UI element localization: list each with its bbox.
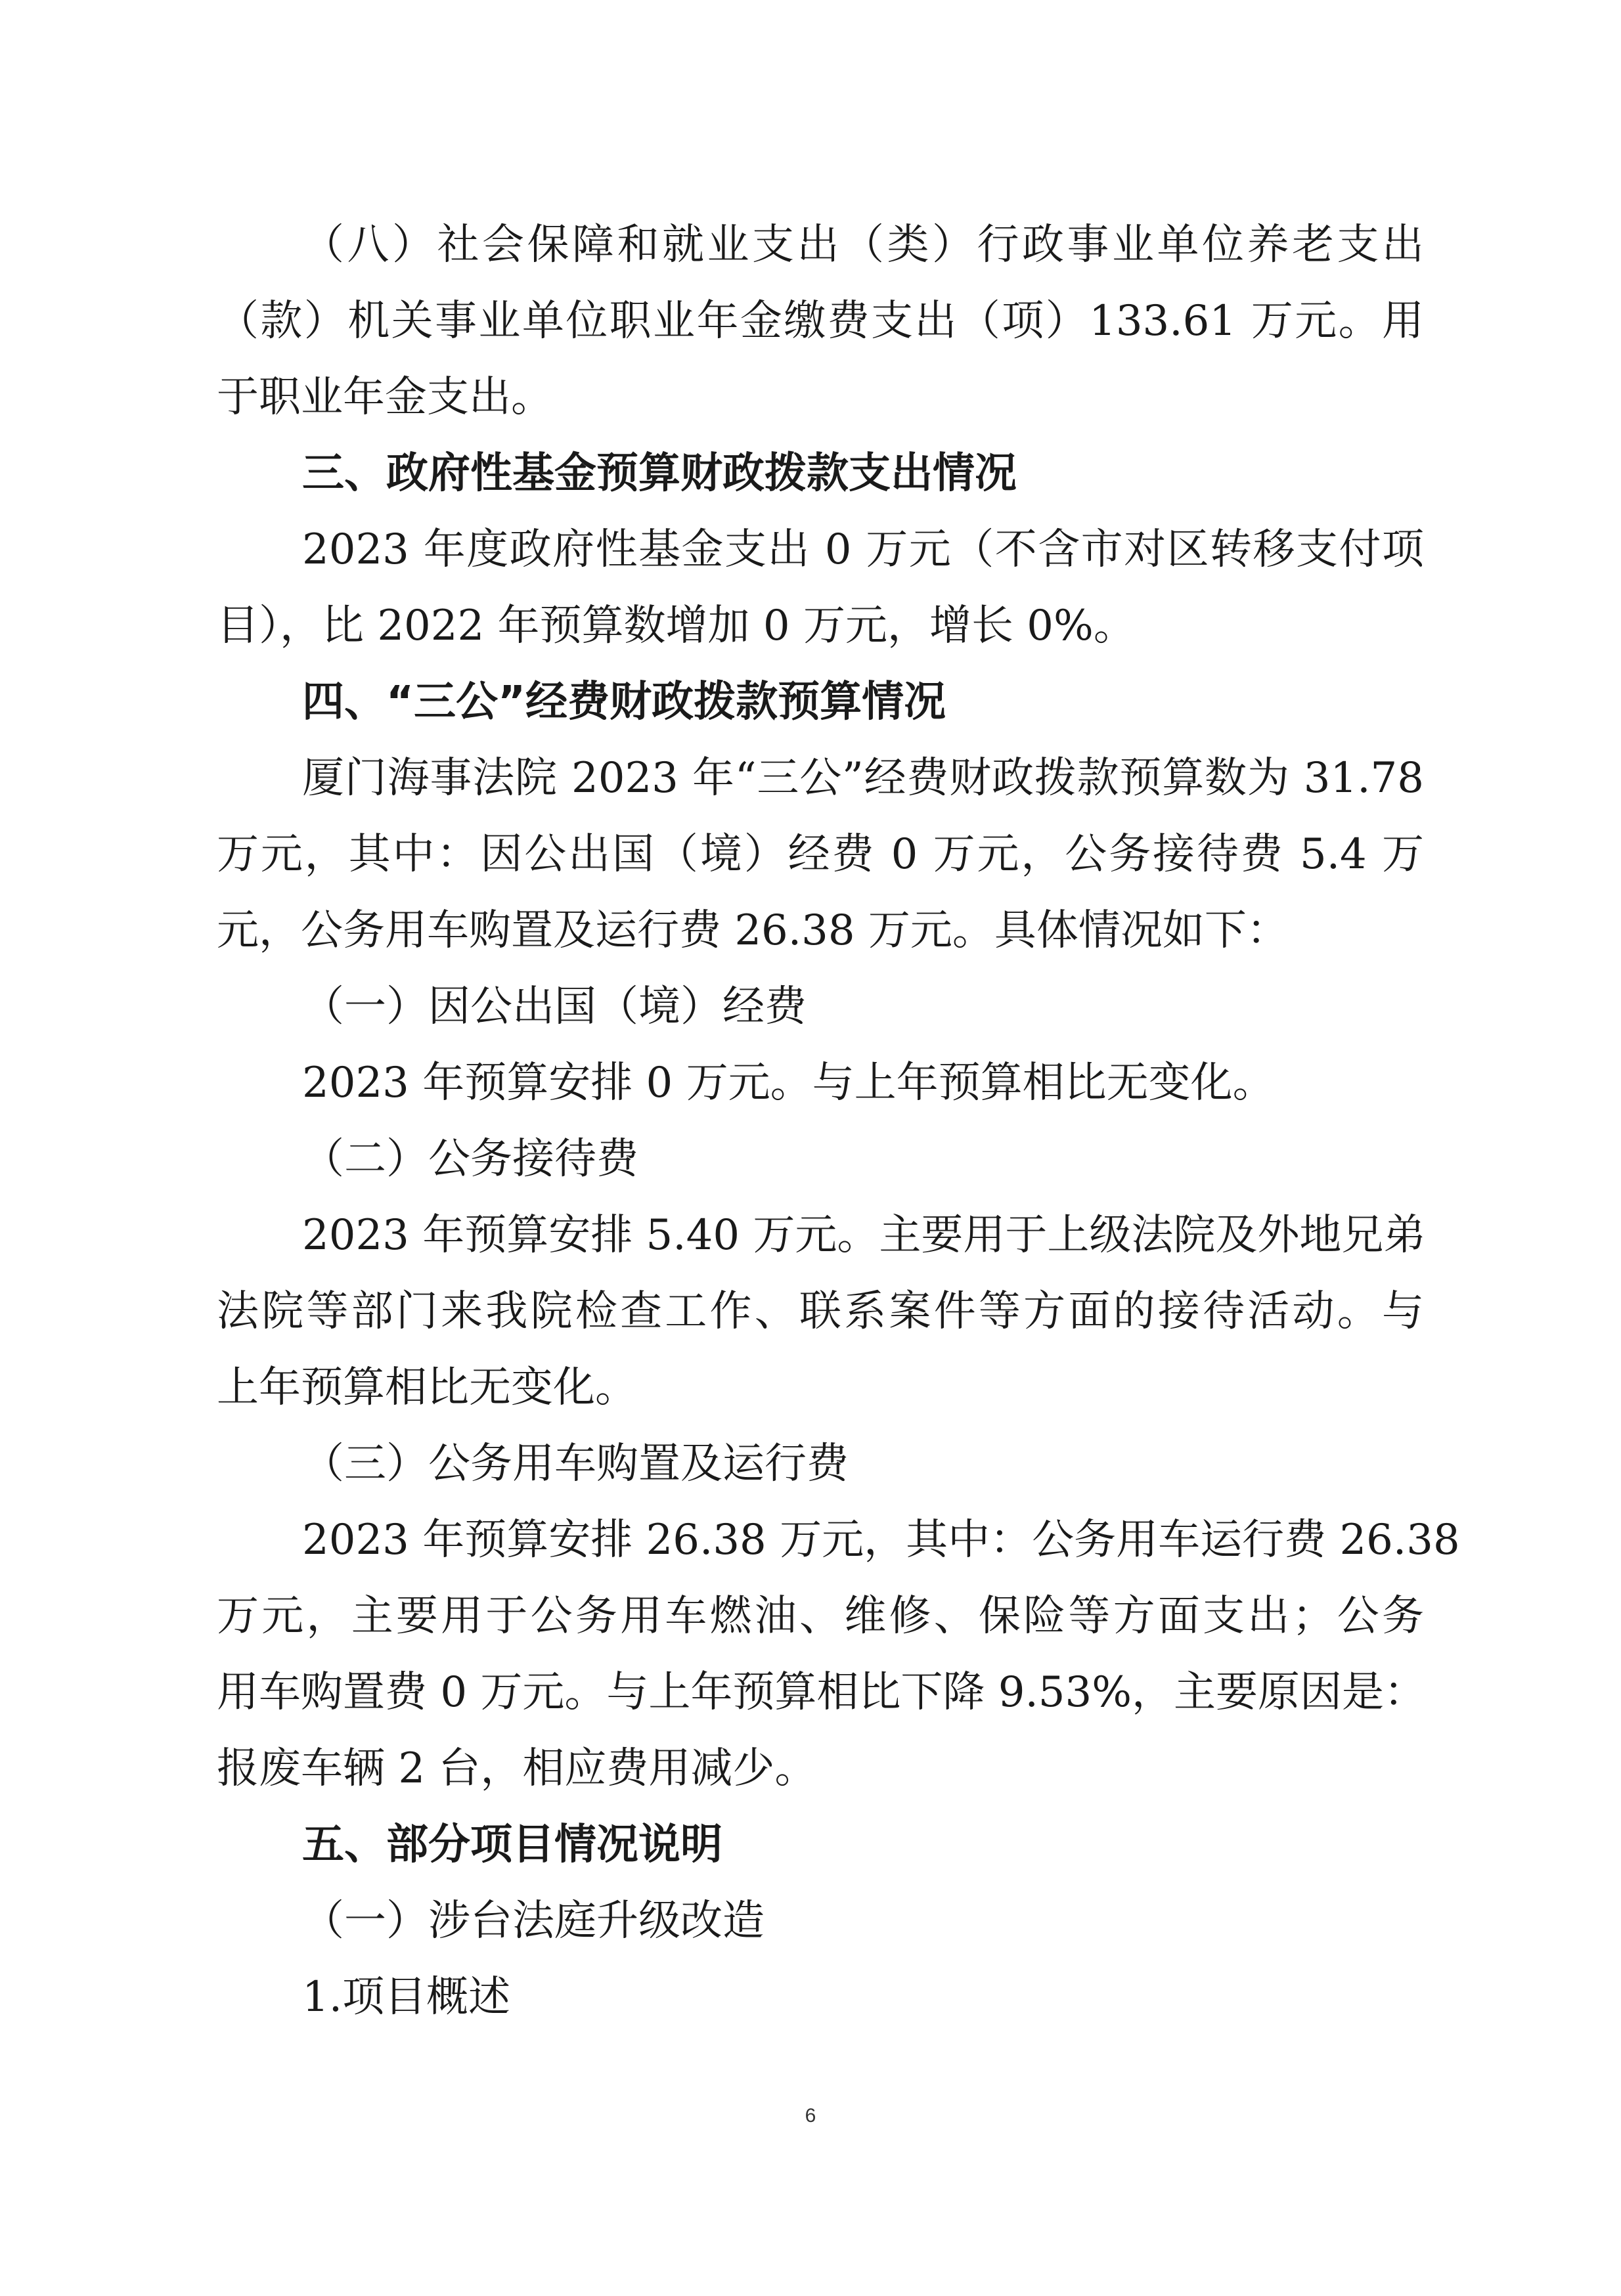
paragraph-line: 目），比 2022 年预算数增加 0 万元，增长 0%。 <box>217 602 1136 650</box>
paragraph-line: 厦门海事法院 2023 年“三公”经费财政拨款预算数为 31.78 <box>302 754 1424 803</box>
subsection-heading: （一）因公出国（境）经费 <box>302 982 807 1031</box>
paragraph-line: 用车购置费 0 万元。与上年预算相比下降 9.53%，主要原因是： <box>217 1668 1427 1717</box>
paragraph-line: 2023 年度政府性基金支出 0 万元（不含市对区转移支付项 <box>302 525 1424 574</box>
paragraph-line: （八）社会保障和就业支出（类）行政事业单位养老支出 <box>302 221 1424 269</box>
item-heading: 1.项目概述 <box>302 1973 511 2021</box>
subsection-heading: （二）公务接待费 <box>302 1135 638 1183</box>
section-heading: 四、“三公”经费财政拨款预算情况 <box>302 678 946 726</box>
paragraph-line: 元，公务用车购置及运行费 26.38 万元。具体情况如下： <box>217 906 1289 955</box>
paragraph-line: 万元，主要用于公务用车燃油、维修、保险等方面支出；公务 <box>217 1592 1424 1641</box>
section-heading: 五、部分项目情况说明 <box>302 1821 722 1869</box>
page-number: 6 <box>805 2105 816 2127</box>
paragraph-line: 报废车辆 2 台，相应费用减少。 <box>217 1744 817 1793</box>
paragraph-line: 2023 年预算安排 5.40 万元。主要用于上级法院及外地兄弟 <box>302 1211 1426 1260</box>
subsection-heading: （三）公务用车购置及运行费 <box>302 1440 849 1488</box>
section-heading: 三、政府性基金预算财政拨款支出情况 <box>302 449 1017 498</box>
paragraph-line: 法院等部门来我院检查工作、联系案件等方面的接待活动。与 <box>217 1287 1424 1336</box>
paragraph-line: （款）机关事业单位职业年金缴费支出（项）133.61 万元。用 <box>217 297 1424 345</box>
paragraph-line: 上年预算相比无变化。 <box>217 1363 637 1412</box>
paragraph-line: 万元，其中：因公出国（境）经费 0 万元，公务接待费 5.4 万 <box>217 830 1424 879</box>
paragraph-line: 2023 年预算安排 26.38 万元，其中：公务用车运行费 26.38 <box>302 1516 1460 1564</box>
paragraph-line: 2023 年预算安排 0 万元。与上年预算相比无变化。 <box>302 1059 1275 1107</box>
paragraph-line: 于职业年金支出。 <box>217 373 553 422</box>
subsection-heading: （一）涉台法庭升级改造 <box>302 1897 765 1945</box>
